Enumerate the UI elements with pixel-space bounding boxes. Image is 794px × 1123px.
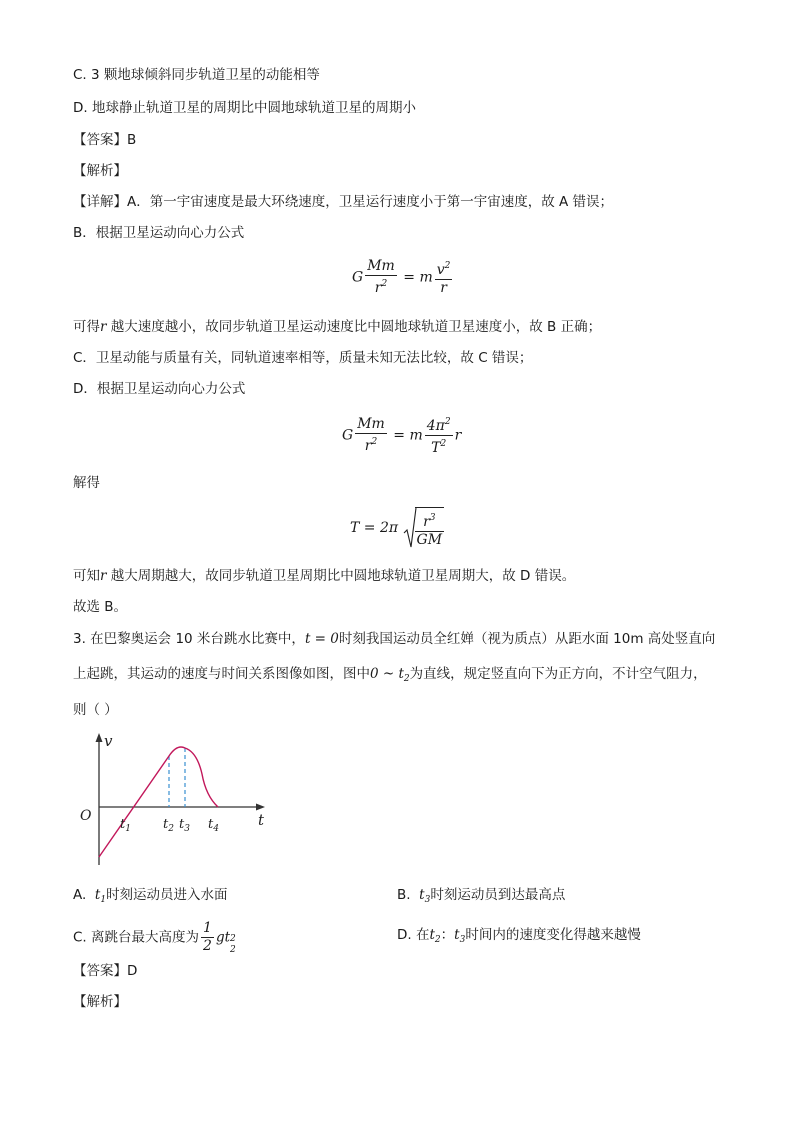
option-label: D. 在 [397,927,430,943]
answer-label-2: 【答案】D [73,963,138,979]
text-fragment: 可知 [73,568,100,584]
fraction-denominator: r [374,280,382,296]
subscript: 3 [424,895,431,905]
tick-label-t1: $t_1$ [120,817,131,834]
y-axis-arrow-icon [96,733,103,742]
formula-centripetal-2 [342,414,461,457]
formula-symbol: G [352,269,364,286]
math-expression: 0 ~ t [370,666,404,682]
option-a[interactable] [73,886,228,909]
subscript: 2 [230,944,236,955]
y-axis-label: v [104,732,113,750]
text-fragment: 时刻我国运动员全红婵（视为质点）从距水面 10m 高处竖直向 [338,631,716,647]
option-text: 时间内的速度变化得越来越慢 [465,927,641,943]
math-variable: t [429,927,435,943]
text-fragment: 为直线，规定竖直向下为正方向，不计空气阻力， [409,666,707,682]
math-variable: r [100,319,107,335]
answer-label-1: 【答案】B [73,132,137,148]
superscript: 2 [381,279,388,289]
fraction-denominator: r [440,280,447,296]
superscript: 2 [444,261,451,271]
detail-b-conclusion [73,318,601,336]
separator: ： [440,927,455,943]
fraction-numerator: 1 [203,920,212,936]
option-d[interactable] [397,926,641,949]
superscript: 2 [371,437,378,447]
subscript: 2 [403,674,410,684]
tick-label-t3: $t_3$ [179,817,190,834]
text-fragment: 越大周期越大，故同步轨道卫星周期比中圆地球轨道卫星周期大，故 D 错误。 [106,568,576,584]
fraction-denominator: 2 [203,938,212,954]
formula-centripetal-1 [352,258,454,297]
tick-label-t4: $t_4$ [208,817,219,834]
detail-d-conclusion [73,567,575,585]
fraction-denominator: r [364,438,372,454]
question-3-line-3: 则（ ） [73,702,118,718]
analysis-label-2: 【解析】 [73,994,127,1010]
text-fragment: 3. 在巴黎奥运会 10 米台跳水比赛中， [73,631,305,647]
question-3-line-2 [73,665,707,688]
x-axis-arrow-icon [256,804,265,811]
option-label: C. 离跳台最大高度为 [73,929,200,946]
subscript: 2 [434,935,441,945]
superscript: 2 [230,933,236,944]
option-d-previous: D. 地球静止轨道卫星的周期比中圆地球轨道卫星的周期小 [73,100,416,116]
text-fragment: 上起跳，其运动的速度与时间关系图像如图，图中 [73,666,370,682]
text-fragment: 越大速度越小，故同步轨道卫星运动速度比中圆地球轨道卫星速度小，故 B 正确； [106,319,602,335]
subscript: 1 [100,895,107,905]
option-c-previous: C. 3 颗地球倾斜同步轨道卫星的动能相等 [73,67,320,83]
detail-d: D．根据卫星运动向心力公式 [73,381,246,397]
formula-lhs: T = 2π [350,520,399,536]
superscript: 3 [429,513,436,523]
detail-c: C．卫星动能与质量有关，同轨道速率相等，质量未知无法比较，故 C 错误； [73,350,533,366]
select-answer: 故选 B。 [73,599,128,615]
fraction-numerator: Mm [367,258,395,274]
option-text: 时刻运动员进入水面 [106,887,228,903]
detail-a: 【详解】A．第一宇宙速度是最大环绕速度，卫星运行速度小于第一宇宙速度，故 A 错误； [73,194,614,210]
analysis-label-1: 【解析】 [73,163,127,179]
x-axis-label: t [258,811,265,829]
superscript: 2 [444,417,451,427]
equals-sign: = m [393,427,423,444]
math-expression: t = 0 [304,631,339,647]
fraction-denominator: T [431,440,441,456]
formula-symbol: r [454,427,462,444]
formula-symbol: G [342,427,354,444]
solve-label: 解得 [73,475,100,491]
option-text: 时刻运动员到达最高点 [430,887,566,903]
option-label: A. [73,887,87,903]
math-variable: t [94,887,101,903]
option-b[interactable] [397,886,565,909]
fraction-numerator: v [436,262,445,278]
option-label: B. [397,887,411,903]
formula-period [350,507,446,549]
equals-sign: = m [403,269,433,286]
subscript: 3 [459,935,466,945]
math-variable: t [454,927,460,943]
fraction-numerator: r [423,514,430,530]
text-fragment: 可得 [73,319,100,335]
fraction-numerator: 4π [426,418,445,434]
velocity-time-graph [72,730,272,870]
question-3-line-1 [73,630,715,648]
velocity-curve [99,747,218,857]
tick-label-t2: $t_2$ [163,817,174,834]
fraction-numerator: Mm [357,416,385,432]
math-expression: gt [215,929,231,946]
superscript: 2 [440,439,447,449]
detail-b: B．根据卫星运动向心力公式 [73,225,245,241]
fraction-denominator: GM [416,532,443,548]
option-c[interactable] [73,920,237,955]
math-variable: r [100,568,107,584]
math-variable: t [419,887,425,903]
origin-label: O [80,808,92,824]
